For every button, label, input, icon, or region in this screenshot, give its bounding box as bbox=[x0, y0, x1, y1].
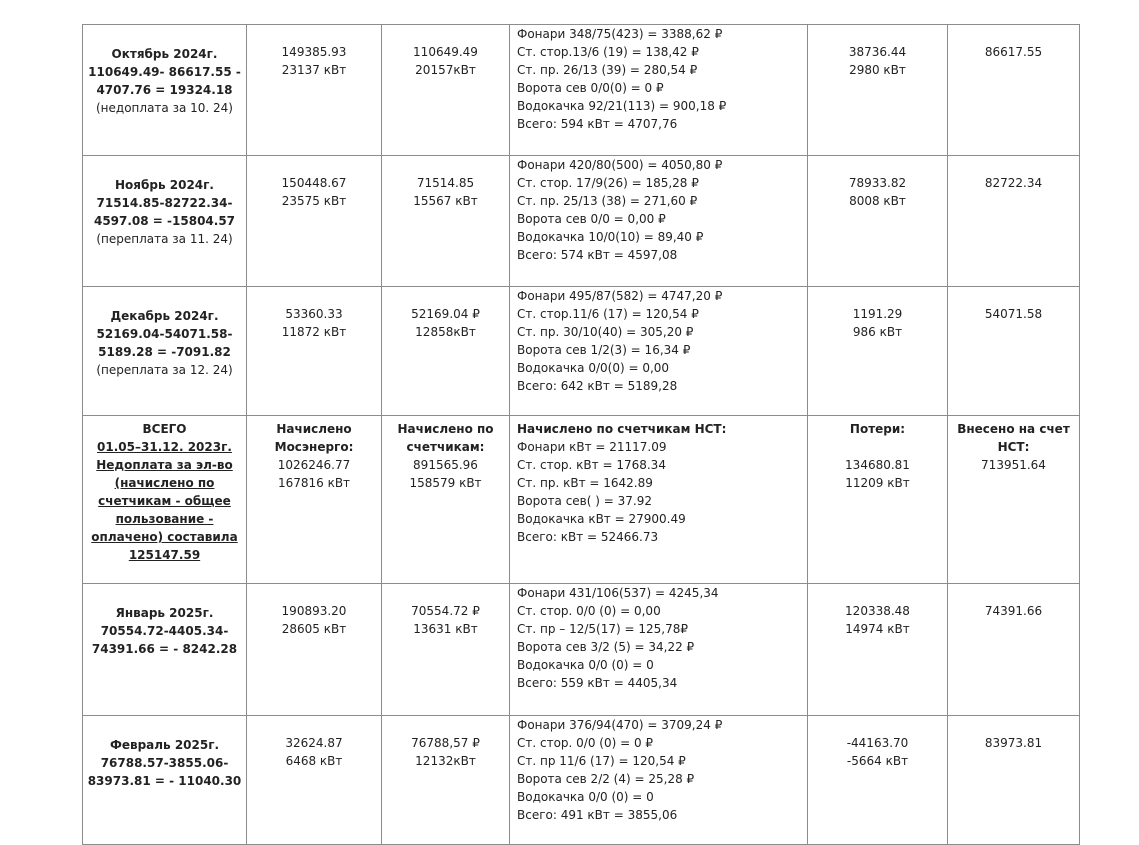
total-meters-header: Начислено по bbox=[397, 422, 494, 436]
table-row bbox=[83, 584, 1080, 716]
paid-cell bbox=[948, 156, 1080, 287]
losses-kwh: 2980 кВт bbox=[849, 63, 906, 77]
balance-note: (переплата за 12. 24) bbox=[96, 363, 233, 377]
total-summary-cell bbox=[83, 416, 247, 584]
mosenergo-kwh: 28605 кВт bbox=[281, 622, 347, 636]
total-summary-line: Недоплата за эл-во bbox=[96, 458, 233, 472]
balance-note: (переплата за 11. 24) bbox=[96, 232, 233, 246]
detail-line: Ворота сев 0/0 = 0,00 ₽ bbox=[517, 212, 666, 226]
meters-cell bbox=[382, 287, 510, 416]
total-losses-amount: 134680.81 bbox=[845, 458, 910, 472]
detail-line: Ст. стор. 0/0 (0) = 0 ₽ bbox=[517, 736, 654, 750]
mosenergo-amount: 150448.67 bbox=[281, 176, 347, 190]
meters-cell bbox=[382, 716, 510, 845]
detail-line: Водокачка 10/0(10) = 89,40 ₽ bbox=[517, 230, 704, 244]
period-cell bbox=[83, 287, 247, 416]
detail-line: Ст. стор.11/6 (17) = 120,54 ₽ bbox=[517, 307, 699, 321]
mosenergo-kwh: 23137 кВт bbox=[281, 63, 347, 77]
detail-line: Всего: 642 кВт = 5189,28 bbox=[517, 379, 678, 393]
balance-formula: 71514.85-82722.34-4597.08 = -15804.57 bbox=[93, 196, 236, 228]
detail-line: Фонари кВт = 21117.09 bbox=[517, 440, 667, 454]
total-meters-header: счетчикам: bbox=[406, 440, 485, 454]
meters-cell bbox=[382, 25, 510, 156]
detail-line: Водокачка 0/0 (0) = 0 bbox=[517, 658, 654, 672]
meters-amount: 70554.72 ₽ bbox=[411, 604, 480, 618]
detail-line: Ворота сев( ) = 37.92 bbox=[517, 494, 652, 508]
losses-kwh: 8008 кВт bbox=[849, 194, 906, 208]
total-mosenergo-amount: 1026246.77 bbox=[277, 458, 351, 472]
table-row bbox=[83, 25, 1080, 156]
detail-line: Водокачка 0/0(0) = 0,00 bbox=[517, 361, 670, 375]
balance-formula: 70554.72-4405.34-74391.66 = - 8242.28 bbox=[91, 624, 238, 656]
meters-kwh: 20157кВт bbox=[415, 63, 476, 77]
mosenergo-cell bbox=[247, 156, 382, 287]
paid-cell bbox=[948, 584, 1080, 716]
total-mosenergo-cell bbox=[247, 416, 382, 584]
table-row bbox=[83, 156, 1080, 287]
mosenergo-cell bbox=[247, 25, 382, 156]
losses-kwh: -5664 кВт bbox=[846, 754, 909, 768]
total-row bbox=[83, 416, 1080, 584]
detail-line: Ст. стор.13/6 (19) = 138,42 ₽ bbox=[517, 45, 699, 59]
detail-line: Ст. пр 11/6 (17) = 120,54 ₽ bbox=[517, 754, 686, 768]
paid-amount: 86617.55 bbox=[984, 45, 1043, 59]
balance-note: (недоплата за 10. 24) bbox=[96, 101, 233, 115]
paid-cell bbox=[948, 25, 1080, 156]
mosenergo-cell bbox=[247, 584, 382, 716]
meters-amount: 76788,57 ₽ bbox=[411, 736, 480, 750]
meters-kwh: 12858кВт bbox=[415, 325, 476, 339]
paid-cell bbox=[948, 716, 1080, 845]
paid-amount: 54071.58 bbox=[984, 307, 1043, 321]
losses-amount: 1191.29 bbox=[852, 307, 903, 321]
period-cell bbox=[83, 156, 247, 287]
losses-cell bbox=[808, 584, 948, 716]
detail-line: Фонари 431/106(537) = 4245,34 bbox=[517, 586, 719, 600]
detail-line: Ворота сев 2/2 (4) = 25,28 ₽ bbox=[517, 772, 695, 786]
detail-line: Ворота сев 3/2 (5) = 34,22 ₽ bbox=[517, 640, 695, 654]
total-title: ВСЕГО bbox=[142, 422, 187, 436]
total-details-cell bbox=[510, 416, 808, 584]
meters-cell bbox=[382, 156, 510, 287]
total-meters-cell bbox=[382, 416, 510, 584]
total-losses-header: Потери: bbox=[849, 422, 906, 436]
total-meters-kwh: 158579 кВт bbox=[409, 476, 482, 490]
period-title: Декабрь 2024г. bbox=[110, 309, 219, 323]
detail-line: Ст. стор. 17/9(26) = 185,28 ₽ bbox=[517, 176, 699, 190]
details-cell bbox=[510, 716, 808, 845]
meters-cell bbox=[382, 584, 510, 716]
total-losses-kwh: 11209 кВт bbox=[845, 476, 910, 490]
balance-formula: 52169.04-54071.58-5189.28 = -7091.82 bbox=[96, 327, 233, 359]
detail-line: Ст. стор. кВт = 1768.34 bbox=[517, 458, 666, 472]
detail-line: Ст. пр. кВт = 1642.89 bbox=[517, 476, 653, 490]
losses-amount: 38736.44 bbox=[848, 45, 907, 59]
mosenergo-amount: 149385.93 bbox=[281, 45, 347, 59]
paid-amount: 82722.34 bbox=[984, 176, 1043, 190]
losses-amount: 78933.82 bbox=[848, 176, 907, 190]
table-row bbox=[83, 287, 1080, 416]
period-cell bbox=[83, 584, 247, 716]
total-summary-line: (начислено по bbox=[114, 476, 215, 490]
total-paid-header: НСТ: bbox=[997, 440, 1030, 454]
period-cell bbox=[83, 25, 247, 156]
total-losses-cell bbox=[808, 416, 948, 584]
detail-line: Ворота сев 1/2(3) = 16,34 ₽ bbox=[517, 343, 691, 357]
detail-line: Всего: 559 кВт = 4405,34 bbox=[517, 676, 678, 690]
total-mosenergo-kwh: 167816 кВт bbox=[277, 476, 351, 490]
mosenergo-kwh: 6468 кВт bbox=[285, 754, 343, 768]
detail-line: Фонари 420/80(500) = 4050,80 ₽ bbox=[517, 158, 723, 172]
balance-formula: 110649.49- 86617.55 - 4707.76 = 19324.18 bbox=[88, 65, 241, 97]
losses-amount: 120338.48 bbox=[845, 604, 910, 618]
losses-cell bbox=[808, 716, 948, 845]
detail-line: Всего: кВт = 52466.73 bbox=[517, 530, 659, 544]
meters-amount: 71514.85 bbox=[416, 176, 475, 190]
meters-kwh: 13631 кВт bbox=[413, 622, 478, 636]
total-mosenergo-header: Мосэнерго: bbox=[274, 440, 354, 454]
detail-line: Ст. пр – 12/5(17) = 125,78₽ bbox=[517, 622, 688, 636]
total-period: 01.05–31.12. 2023г. bbox=[97, 440, 232, 454]
details-cell bbox=[510, 25, 808, 156]
losses-cell bbox=[808, 156, 948, 287]
detail-line: Всего: 491 кВт = 3855,06 bbox=[517, 808, 678, 822]
detail-line: Ст. пр. 25/13 (38) = 271,60 ₽ bbox=[517, 194, 698, 208]
total-summary-amount: 125147.59 bbox=[128, 548, 201, 562]
table-row bbox=[83, 716, 1080, 845]
losses-amount: -44163.70 bbox=[846, 736, 909, 750]
meters-amount: 110649.49 bbox=[413, 45, 478, 59]
total-paid-header: Внесено на счет bbox=[957, 422, 1070, 436]
total-meters-amount: 891565.96 bbox=[413, 458, 478, 472]
meters-kwh: 12132кВт bbox=[415, 754, 476, 768]
period-title: Ноябрь 2024г. bbox=[115, 178, 214, 192]
detail-line: Водокачка 92/21(113) = 900,18 ₽ bbox=[517, 99, 727, 113]
total-paid-cell bbox=[948, 416, 1080, 584]
mosenergo-kwh: 11872 кВт bbox=[281, 325, 347, 339]
total-paid-amount: 713951.64 bbox=[981, 458, 1046, 472]
detail-line: Ст. пр. 26/13 (39) = 280,54 ₽ bbox=[517, 63, 698, 77]
losses-cell bbox=[808, 25, 948, 156]
detail-line: Всего: 594 кВт = 4707,76 bbox=[517, 117, 678, 131]
detail-line: Всего: 574 кВт = 4597,08 bbox=[517, 248, 678, 262]
meters-kwh: 15567 кВт bbox=[413, 194, 478, 208]
detail-line: Ст. стор. 0/0 (0) = 0,00 bbox=[517, 604, 661, 618]
mosenergo-cell bbox=[247, 716, 382, 845]
paid-amount: 83973.81 bbox=[984, 736, 1043, 750]
detail-line: Фонари 495/87(582) = 4747,20 ₽ bbox=[517, 289, 723, 303]
losses-kwh: 986 кВт bbox=[852, 325, 903, 339]
electricity-billing-table bbox=[82, 24, 1080, 845]
meters-amount: 52169.04 ₽ bbox=[411, 307, 480, 321]
mosenergo-cell bbox=[247, 287, 382, 416]
period-title: Январь 2025г. bbox=[115, 606, 214, 620]
losses-cell bbox=[808, 287, 948, 416]
details-cell bbox=[510, 584, 808, 716]
detail-line: Водокачка 0/0 (0) = 0 bbox=[517, 790, 654, 804]
detail-line: Фонари 376/94(470) = 3709,24 ₽ bbox=[517, 718, 723, 732]
losses-kwh: 14974 кВт bbox=[845, 622, 910, 636]
details-cell bbox=[510, 156, 808, 287]
total-details-header: Начислено по счетчикам НСТ: bbox=[517, 422, 727, 436]
total-mosenergo-header: Начислено bbox=[276, 422, 352, 436]
total-summary-line: пользование - bbox=[115, 512, 214, 526]
paid-cell bbox=[948, 287, 1080, 416]
detail-line: Фонари 348/75(423) = 3388,62 ₽ bbox=[517, 27, 723, 41]
mosenergo-amount: 32624.87 bbox=[285, 736, 343, 750]
detail-line: Ст. пр. 30/10(40) = 305,20 ₽ bbox=[517, 325, 694, 339]
detail-line: Водокачка кВт = 27900.49 bbox=[517, 512, 686, 526]
details-cell bbox=[510, 287, 808, 416]
total-summary-line: оплачено) составила bbox=[91, 530, 238, 544]
period-title: Февраль 2025г. bbox=[109, 738, 220, 752]
balance-formula: 76788.57-3855.06-83973.81 = - 11040.30 bbox=[87, 756, 242, 788]
period-cell bbox=[83, 716, 247, 845]
detail-line: Ворота сев 0/0(0) = 0 ₽ bbox=[517, 81, 664, 95]
period-title: Октябрь 2024г. bbox=[111, 47, 218, 61]
mosenergo-kwh: 23575 кВт bbox=[281, 194, 347, 208]
mosenergo-amount: 53360.33 bbox=[285, 307, 343, 321]
mosenergo-amount: 190893.20 bbox=[281, 604, 347, 618]
total-summary-line: счетчикам - общее bbox=[98, 494, 231, 508]
paid-amount: 74391.66 bbox=[984, 604, 1043, 618]
